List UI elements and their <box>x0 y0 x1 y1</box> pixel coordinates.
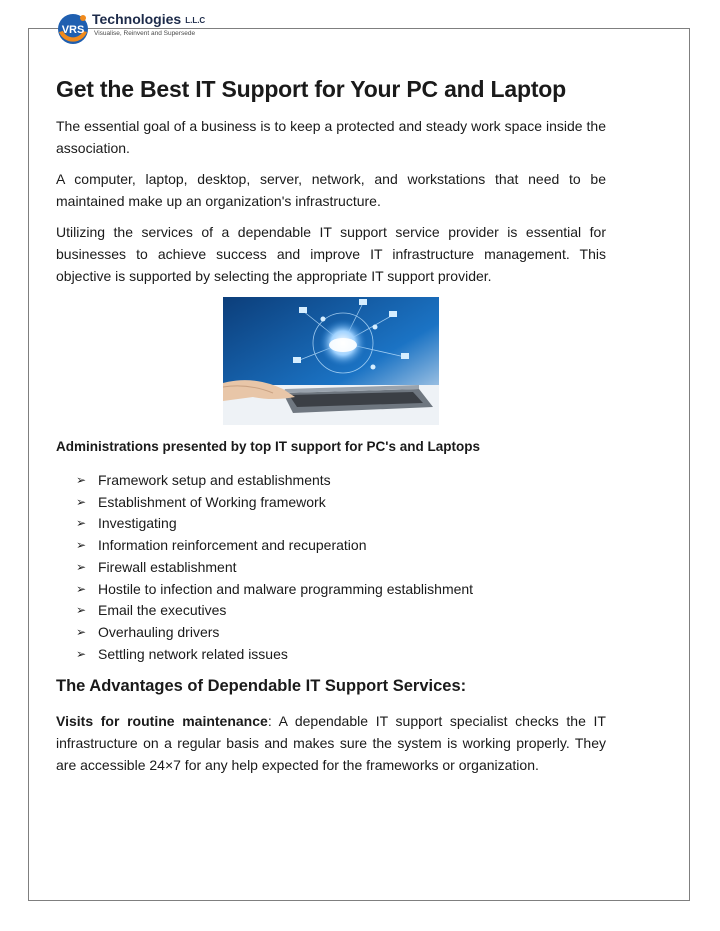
arrow-bullet-icon: ➢ <box>76 581 87 596</box>
services-heading: Administrations presented by top IT support for PC's and Laptops <box>56 439 480 454</box>
page-title: Get the Best IT Support for Your PC and Laptop <box>56 76 567 102</box>
arrow-bullet-icon: ➢ <box>76 603 87 618</box>
arrow-bullet-icon: ➢ <box>76 624 87 639</box>
provider-paragraph: Utilizing the services of a dependable IT support service provider is essential for businesses to achieve success and improve IT infrastructure management. This objective is supported by selecting the appropriate IT support provider. <box>56 224 606 284</box>
services-list <box>76 470 606 665</box>
infrastructure-paragraph: A computer, laptop, desktop, server, network, and workstations that need to be maintained make up an organization's infrastructure. <box>56 171 606 209</box>
list-item: ➢ Hostile to infection and malware programming establishment <box>76 579 606 601</box>
company-logo <box>56 8 236 48</box>
maintenance-text: : A dependable IT support specialist checks the IT infrastructure on a regular basis and makes sure the system is working properly. They are accessible 24×7 for any help expected for the frameworks or organization. <box>56 713 606 774</box>
list-item: ➢ Investigating <box>76 513 606 535</box>
logo-company-name: Technologies L.L.C <box>92 11 206 27</box>
list-item: ➢ Framework setup and establishments <box>76 470 606 492</box>
maintenance-label: Visits for routine maintenance <box>56 713 268 730</box>
arrow-bullet-icon: ➢ <box>76 494 87 509</box>
document-body <box>56 76 606 785</box>
list-item: ➢ Email the executives <box>76 600 606 622</box>
list-item: ➢ Information reinforcement and recuperation <box>76 535 606 557</box>
logo-tagline: Visualise, Reinvent and Supersede <box>94 30 196 37</box>
arrow-bullet-icon: ➢ <box>76 538 87 553</box>
arrow-bullet-icon: ➢ <box>76 646 87 661</box>
list-item: ➢ Firewall establishment <box>76 557 606 579</box>
svg-text:VRS: VRS <box>61 24 85 36</box>
maintenance-paragraph <box>56 710 606 776</box>
vrs-logo-icon <box>56 12 90 46</box>
list-item: ➢ Settling network related issues <box>76 644 606 666</box>
list-item: ➢ Overhauling drivers <box>76 622 606 644</box>
arrow-bullet-icon: ➢ <box>76 516 87 531</box>
advantages-heading: The Advantages of Dependable IT Support Services: <box>56 677 467 696</box>
arrow-bullet-icon: ➢ <box>76 473 87 487</box>
arrow-bullet-icon: ➢ <box>76 559 87 574</box>
laptop-cloud-image <box>223 297 439 425</box>
intro-paragraph: The essential goal of a business is to keep a protected and steady work space inside the association. <box>56 118 606 156</box>
list-item: ➢ Establishment of Working framework <box>76 492 606 514</box>
